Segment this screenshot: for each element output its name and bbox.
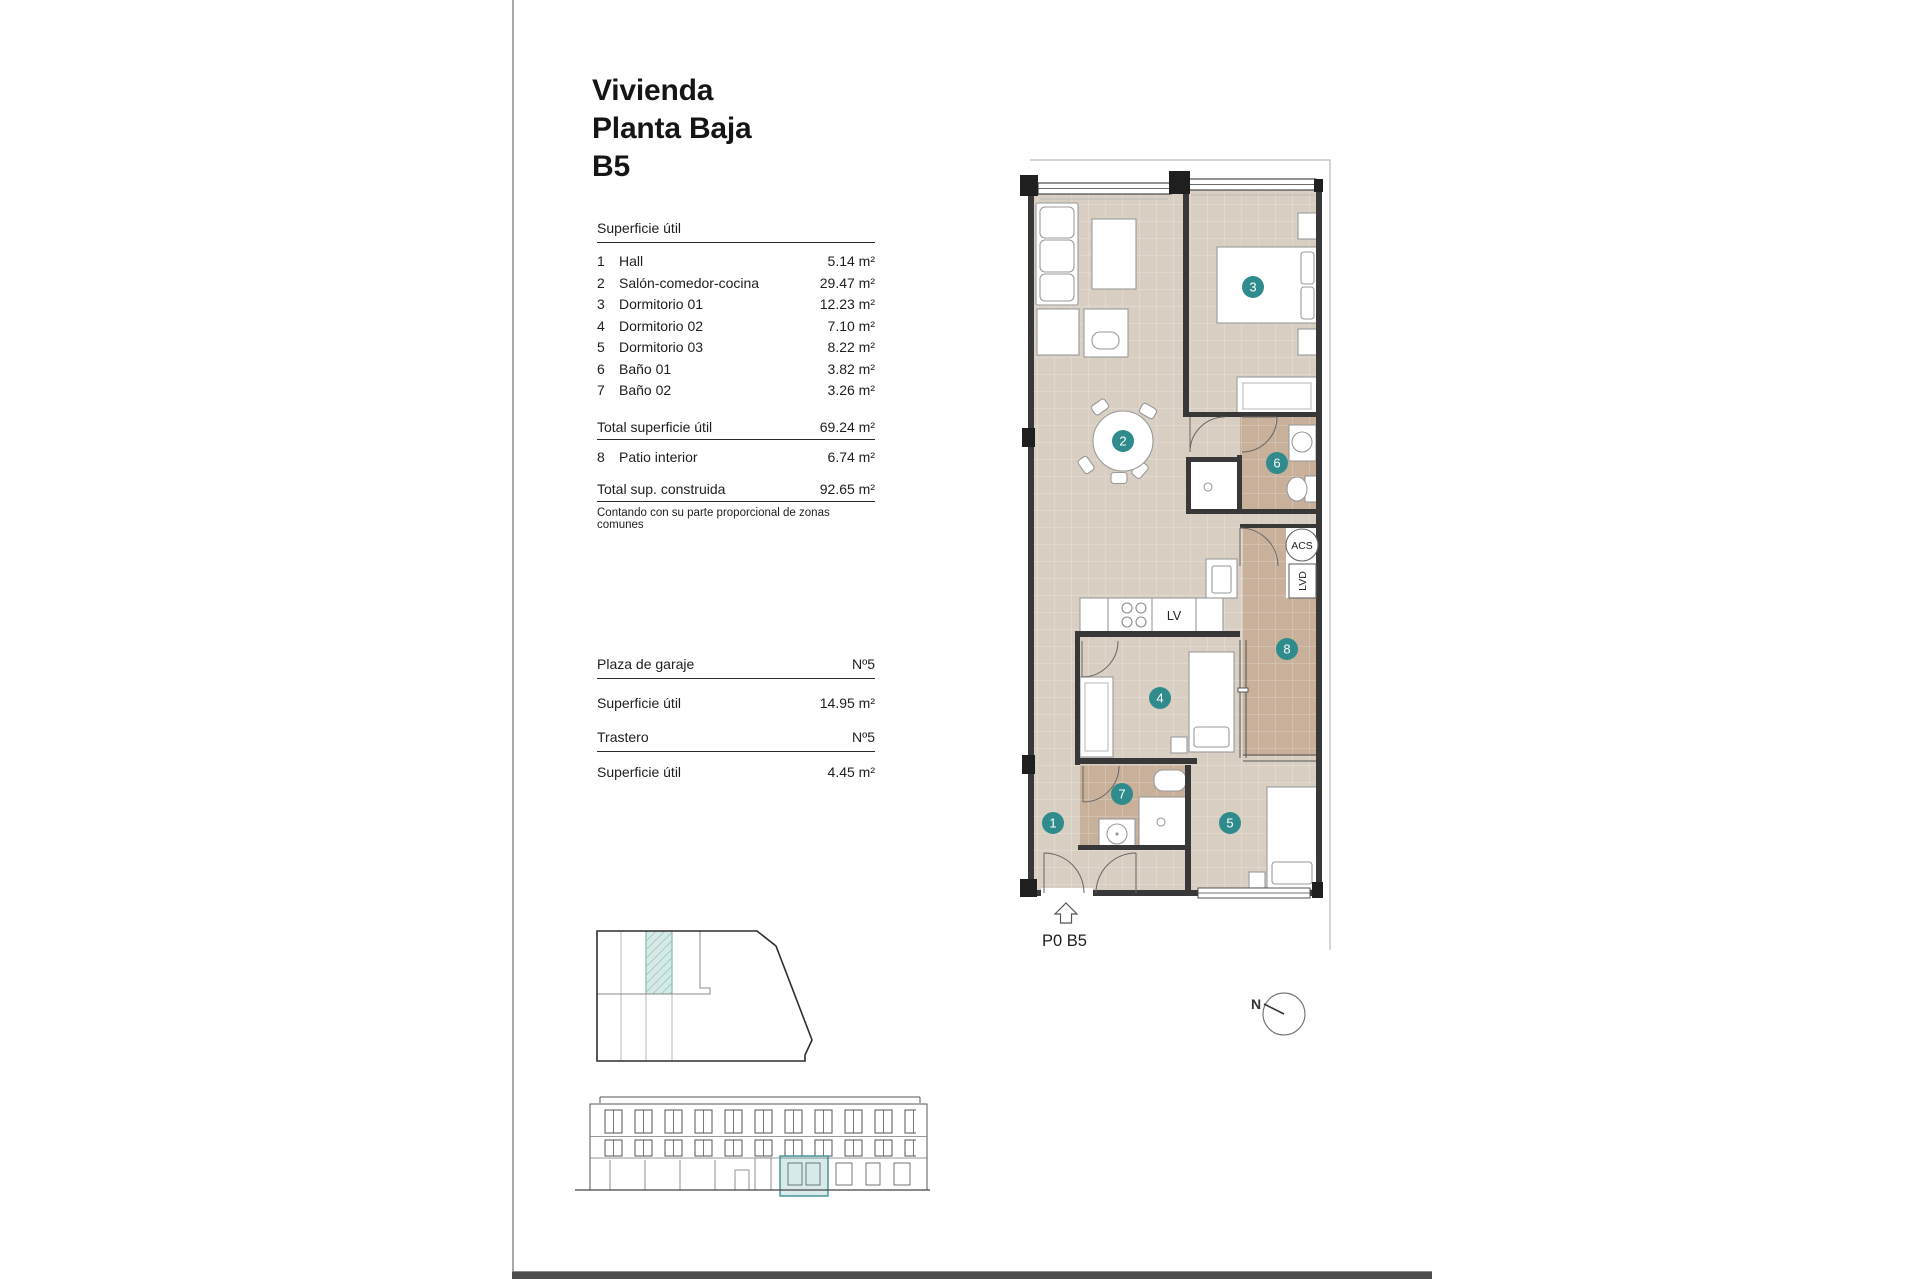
title-line-1: Vivienda bbox=[592, 74, 714, 107]
wardrobe-dormitorio-02 bbox=[1080, 677, 1113, 757]
lv-dishwasher-label: LV bbox=[1166, 609, 1182, 623]
kitchen-counter bbox=[1080, 598, 1223, 632]
garage-surface-row: Superficie útil 14.95 m² bbox=[597, 695, 875, 711]
storage-number: Nº5 bbox=[851, 729, 875, 745]
garage-number: Nº5 bbox=[851, 656, 875, 672]
acs-label: ACS bbox=[1291, 540, 1313, 552]
surface-table bbox=[597, 220, 875, 531]
entrance-label: P0 B5 bbox=[1042, 932, 1087, 950]
svg-text:8: 8 bbox=[1283, 641, 1291, 657]
table-row: 6 Baño 01 3.82 m² bbox=[597, 360, 875, 377]
svg-text:6: 6 bbox=[1273, 455, 1281, 471]
surface-table-header bbox=[597, 220, 875, 243]
surface-header-label: Superficie útil bbox=[597, 220, 682, 236]
storage-header-row: Trastero Nº5 bbox=[597, 729, 875, 752]
title-line-2: Planta Baja bbox=[592, 112, 752, 145]
title-line-3: B5 bbox=[592, 150, 630, 183]
floor-plan bbox=[1015, 130, 1355, 965]
building-footprint bbox=[597, 931, 812, 1061]
surface-rows bbox=[597, 251, 875, 402]
table-row: 7 Baño 02 3.26 m² bbox=[597, 382, 875, 398]
parapet-line bbox=[600, 1097, 920, 1103]
room-badge-hall bbox=[1042, 812, 1064, 834]
table-row: 5 Dormitorio 03 8.22 m² bbox=[597, 339, 875, 355]
compass-needle bbox=[1264, 1004, 1284, 1014]
total-useful-row: Total superficie útil 69.24 m² bbox=[597, 419, 875, 440]
site-key-plan bbox=[585, 920, 825, 1070]
table-row: 4 Dormitorio 02 7.10 m² bbox=[597, 317, 875, 334]
svg-text:1: 1 bbox=[1049, 815, 1057, 831]
wardrobe-dormitorio-01 bbox=[1237, 377, 1317, 415]
patio-row: 8 Patio interior 6.74 m² bbox=[597, 448, 875, 465]
svg-text:5: 5 bbox=[1226, 815, 1234, 831]
page-bottom-bar bbox=[512, 1271, 1432, 1279]
room-badge-bath2 bbox=[1111, 783, 1133, 805]
page-title bbox=[592, 72, 752, 186]
room-badge-patio bbox=[1276, 638, 1298, 660]
svg-text:4: 4 bbox=[1156, 690, 1164, 706]
north-label: N bbox=[1251, 996, 1262, 1012]
table-row: 3 Dormitorio 01 12.23 m² bbox=[597, 296, 875, 312]
svg-text:7: 7 bbox=[1118, 786, 1126, 802]
room-badge-dorm2 bbox=[1149, 687, 1171, 709]
entrance-marker bbox=[1042, 903, 1087, 950]
armchair bbox=[1092, 332, 1119, 349]
sofa bbox=[1036, 203, 1078, 305]
svg-text:2: 2 bbox=[1119, 433, 1127, 449]
rug bbox=[1092, 219, 1136, 289]
page-left-divider bbox=[512, 0, 514, 1272]
fridge bbox=[1206, 559, 1237, 598]
lvd-label: LVD bbox=[1297, 571, 1309, 591]
room-badge-bath1 bbox=[1266, 452, 1288, 474]
side-table bbox=[1037, 309, 1079, 355]
common-zones-note: Contando con su parte proporcional de zonas comunes bbox=[597, 507, 830, 531]
room-badge-dorm3 bbox=[1219, 812, 1241, 834]
elevation-key bbox=[570, 1085, 940, 1205]
room-badge-dorm1 bbox=[1242, 276, 1264, 298]
north-compass bbox=[1235, 975, 1335, 1055]
room-badge-salon bbox=[1112, 430, 1134, 452]
svg-text:3: 3 bbox=[1249, 279, 1257, 295]
entrance-arrow-icon bbox=[1055, 903, 1077, 923]
total-built-row: Total sup. construida 92.65 m² bbox=[597, 481, 875, 502]
table-row: 2 Salón-comedor-cocina 29.47 m² bbox=[597, 274, 875, 291]
garage-header-row: Plaza de garaje Nº5 bbox=[597, 656, 875, 679]
table-row: 1 Hall 5.14 m² bbox=[597, 253, 875, 269]
garage-storage-table bbox=[597, 656, 875, 780]
storage-surface-row: Superficie útil 4.45 m² bbox=[597, 764, 875, 780]
